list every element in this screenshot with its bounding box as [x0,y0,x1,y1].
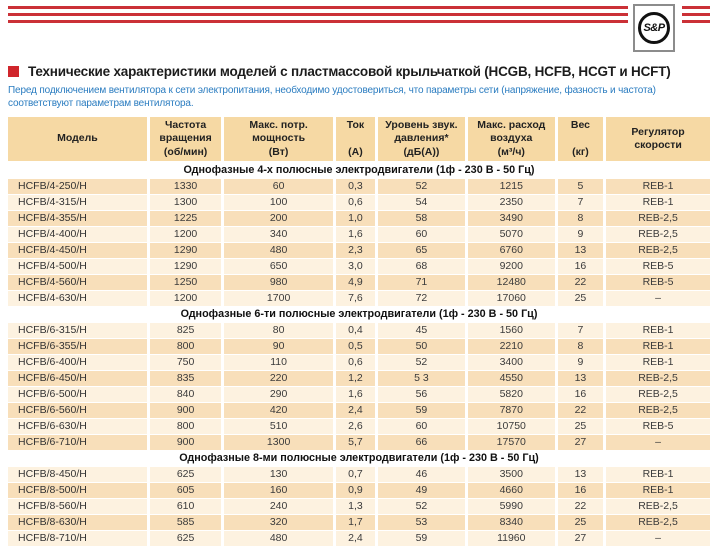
table-row [8,275,710,291]
cell-sound: 59 [377,531,467,547]
table-row [8,179,710,195]
table-row [8,291,710,307]
cell-sound: 54 [377,195,467,211]
cell-regulator: REB-2,5 [605,371,710,387]
cell-model: HCFB/6-315/H [8,323,148,339]
cell-airflow: 3490 [466,211,556,227]
cell-airflow: 12480 [466,275,556,291]
cell-rpm: 750 [148,355,222,371]
cell-weight: 27 [556,435,604,451]
table-row [8,419,710,435]
cell-sound: 52 [377,355,467,371]
cell-power: 160 [223,483,335,499]
cell-airflow: 17570 [466,435,556,451]
table-row [8,243,710,259]
cell-airflow: 10750 [466,419,556,435]
cell-model: HCFB/6-355/H [8,339,148,355]
cell-power: 980 [223,275,335,291]
cell-current: 0,7 [334,467,376,483]
cell-airflow: 11960 [466,531,556,547]
col-header-regulator: Регулятор скорости [605,117,710,162]
table-row [8,339,710,355]
cell-sound: 50 [377,339,467,355]
intro-note: Перед подключением вентилятора к сети электропитания, необходимо удостовериться, что параметры сети (напряжение, фазность и частота) соответствуют параметрам вентилятора. [8,85,656,109]
cell-power: 420 [223,403,335,419]
cell-current: 0,6 [334,195,376,211]
cell-regulator: REB-2,5 [605,515,710,531]
cell-power: 480 [223,531,335,547]
cell-weight: 13 [556,467,604,483]
cell-current: 0,6 [334,355,376,371]
cell-regulator: – [605,291,710,307]
cell-power: 650 [223,259,335,275]
cell-regulator: REB-2,5 [605,499,710,515]
cell-regulator: REB-5 [605,419,710,435]
cell-current: 0,9 [334,483,376,499]
title-bullet-icon [8,66,19,77]
cell-sound: 46 [377,467,467,483]
cell-power: 200 [223,211,335,227]
section-header-row [8,162,710,179]
cell-weight: 5 [556,179,604,195]
cell-power: 480 [223,243,335,259]
cell-rpm: 1290 [148,259,222,275]
cell-weight: 7 [556,195,604,211]
cell-sound: 52 [377,499,467,515]
table-row [8,499,710,515]
cell-rpm: 1290 [148,243,222,259]
cell-sound: 71 [377,275,467,291]
cell-current: 4,9 [334,275,376,291]
cell-regulator: REB-5 [605,259,710,275]
cell-model: HCFB/8-630/H [8,515,148,531]
cell-model: HCFB/8-450/H [8,467,148,483]
section-header: Однофазные 8-ми полюсные электродвигатели (1ф - 230 В - 50 Гц) [8,451,710,467]
cell-weight: 8 [556,339,604,355]
cell-weight: 16 [556,483,604,499]
cell-power: 60 [223,179,335,195]
cell-model: HCFB/8-710/H [8,531,148,547]
cell-regulator: REB-1 [605,339,710,355]
cell-model: HCFB/6-560/H [8,403,148,419]
cell-rpm: 585 [148,515,222,531]
cell-model: HCFB/6-500/H [8,387,148,403]
cell-regulator: REB-1 [605,355,710,371]
table-row [8,387,710,403]
cell-weight: 25 [556,515,604,531]
cell-power: 100 [223,195,335,211]
cell-airflow: 3400 [466,355,556,371]
section-header: Однофазные 4-х полюсные электродвигатели (1ф - 230 В - 50 Гц) [8,162,710,179]
cell-regulator: REB-1 [605,467,710,483]
table-row [8,403,710,419]
cell-current: 7,6 [334,291,376,307]
cell-airflow: 6760 [466,243,556,259]
cell-weight: 9 [556,355,604,371]
spec-table [8,117,710,547]
cell-airflow: 2350 [466,195,556,211]
cell-rpm: 1330 [148,179,222,195]
cell-power: 110 [223,355,335,371]
page-title: Технические характеристики моделей с пластмассовой крыльчаткой (HCGB, HCFB, HCGT и HCFT) [28,63,671,79]
cell-rpm: 800 [148,419,222,435]
cell-sound: 72 [377,291,467,307]
table-row [8,483,710,499]
cell-rpm: 1200 [148,291,222,307]
cell-current: 3,0 [334,259,376,275]
cell-airflow: 4660 [466,483,556,499]
cell-power: 80 [223,323,335,339]
cell-sound: 66 [377,435,467,451]
cell-model: HCFB/8-500/H [8,483,148,499]
section-header: Однофазные 6-ти полюсные электродвигатели (1ф - 230 В - 50 Гц) [8,307,710,323]
cell-weight: 27 [556,531,604,547]
cell-weight: 8 [556,211,604,227]
cell-sound: 65 [377,243,467,259]
cell-sound: 53 [377,515,467,531]
cell-model: HCFB/6-400/H [8,355,148,371]
cell-sound: 52 [377,179,467,195]
cell-model: HCFB/6-450/H [8,371,148,387]
cell-regulator: REB-2,5 [605,227,710,243]
cell-current: 2,4 [334,531,376,547]
cell-power: 340 [223,227,335,243]
page-header [0,0,718,56]
cell-rpm: 835 [148,371,222,387]
cell-airflow: 2210 [466,339,556,355]
cell-regulator: REB-1 [605,483,710,499]
col-header-model: Модель [8,117,148,162]
cell-sound: 60 [377,227,467,243]
cell-model: HCFB/4-400/H [8,227,148,243]
col-header-rpm: Частота вращения (об/мин) [148,117,222,162]
cell-sound: 45 [377,323,467,339]
cell-airflow: 9200 [466,259,556,275]
cell-weight: 22 [556,403,604,419]
cell-rpm: 1250 [148,275,222,291]
cell-weight: 25 [556,291,604,307]
cell-weight: 22 [556,499,604,515]
cell-current: 1,0 [334,211,376,227]
column-header-row [8,117,710,162]
cell-rpm: 900 [148,435,222,451]
cell-weight: 13 [556,243,604,259]
col-header-airflow: Макс. расход воздуха (м³/ч) [466,117,556,162]
cell-model: HCFB/4-315/H [8,195,148,211]
cell-airflow: 3500 [466,467,556,483]
sp-logo-ring-icon [638,12,670,44]
cell-rpm: 1300 [148,195,222,211]
cell-airflow: 5070 [466,227,556,243]
cell-current: 1,6 [334,387,376,403]
cell-sound: 5 3 [377,371,467,387]
cell-rpm: 625 [148,531,222,547]
cell-rpm: 1225 [148,211,222,227]
cell-weight: 25 [556,419,604,435]
cell-sound: 59 [377,403,467,419]
cell-current: 1,3 [334,499,376,515]
cell-current: 0,5 [334,339,376,355]
cell-regulator: REB-5 [605,275,710,291]
cell-regulator: – [605,435,710,451]
table-row [8,227,710,243]
cell-sound: 68 [377,259,467,275]
table-row [8,515,710,531]
cell-weight: 16 [556,387,604,403]
cell-model: HCFB/4-500/H [8,259,148,275]
table-row [8,211,710,227]
cell-power: 290 [223,387,335,403]
table-row [8,323,710,339]
col-header-current: Ток (А) [334,117,376,162]
cell-power: 510 [223,419,335,435]
cell-rpm: 800 [148,339,222,355]
cell-airflow: 1560 [466,323,556,339]
cell-sound: 60 [377,419,467,435]
cell-power: 240 [223,499,335,515]
cell-weight: 16 [556,259,604,275]
cell-regulator: REB-2,5 [605,243,710,259]
cell-regulator: REB-1 [605,179,710,195]
cell-rpm: 625 [148,467,222,483]
cell-rpm: 1200 [148,227,222,243]
cell-model: HCFB/4-630/H [8,291,148,307]
table-row [8,467,710,483]
cell-current: 1,7 [334,515,376,531]
cell-airflow: 5990 [466,499,556,515]
cell-current: 0,4 [334,323,376,339]
table-row [8,195,710,211]
cell-power: 130 [223,467,335,483]
cell-model: HCFB/6-710/H [8,435,148,451]
cell-current: 2,3 [334,243,376,259]
cell-current: 1,2 [334,371,376,387]
section-header-row [8,451,710,467]
col-header-power: Макс. потр. мощность (Вт) [223,117,335,162]
cell-regulator: – [605,531,710,547]
cell-model: HCFB/4-560/H [8,275,148,291]
cell-current: 1,6 [334,227,376,243]
cell-model: HCFB/8-560/H [8,499,148,515]
cell-airflow: 7870 [466,403,556,419]
cell-model: HCFB/4-250/H [8,179,148,195]
cell-regulator: REB-2,5 [605,211,710,227]
cell-sound: 49 [377,483,467,499]
table-row [8,371,710,387]
sp-logo [633,4,675,52]
cell-rpm: 900 [148,403,222,419]
cell-regulator: REB-1 [605,323,710,339]
table-row [8,355,710,371]
cell-model: HCFB/6-630/H [8,419,148,435]
cell-regulator: REB-2,5 [605,403,710,419]
cell-current: 2,4 [334,403,376,419]
cell-power: 1700 [223,291,335,307]
cell-airflow: 4550 [466,371,556,387]
red-rules-right [682,6,710,23]
cell-airflow: 5820 [466,387,556,403]
cell-regulator: REB-2,5 [605,387,710,403]
cell-model: HCFB/4-450/H [8,243,148,259]
cell-regulator: REB-1 [605,195,710,211]
cell-current: 2,6 [334,419,376,435]
cell-airflow: 8340 [466,515,556,531]
cell-current: 5,7 [334,435,376,451]
sp-logo-text: S&P [643,22,665,34]
cell-weight: 9 [556,227,604,243]
cell-airflow: 17060 [466,291,556,307]
cell-power: 1300 [223,435,335,451]
cell-rpm: 605 [148,483,222,499]
cell-weight: 22 [556,275,604,291]
cell-model: HCFB/4-355/H [8,211,148,227]
cell-sound: 58 [377,211,467,227]
red-rules-left [8,6,628,23]
cell-weight: 13 [556,371,604,387]
cell-sound: 56 [377,387,467,403]
cell-power: 90 [223,339,335,355]
table-body [8,162,710,547]
cell-power: 220 [223,371,335,387]
cell-rpm: 825 [148,323,222,339]
section-title-row [8,62,710,80]
cell-rpm: 610 [148,499,222,515]
cell-current: 0,3 [334,179,376,195]
table-row [8,435,710,451]
cell-power: 320 [223,515,335,531]
col-header-sound: Уровень звук. давления* (дБ(А)) [377,117,467,162]
section-header-row [8,307,710,323]
cell-weight: 7 [556,323,604,339]
table-head [8,117,710,162]
col-header-weight: Вес (кг) [556,117,604,162]
cell-airflow: 1215 [466,179,556,195]
table-row [8,259,710,275]
cell-rpm: 840 [148,387,222,403]
